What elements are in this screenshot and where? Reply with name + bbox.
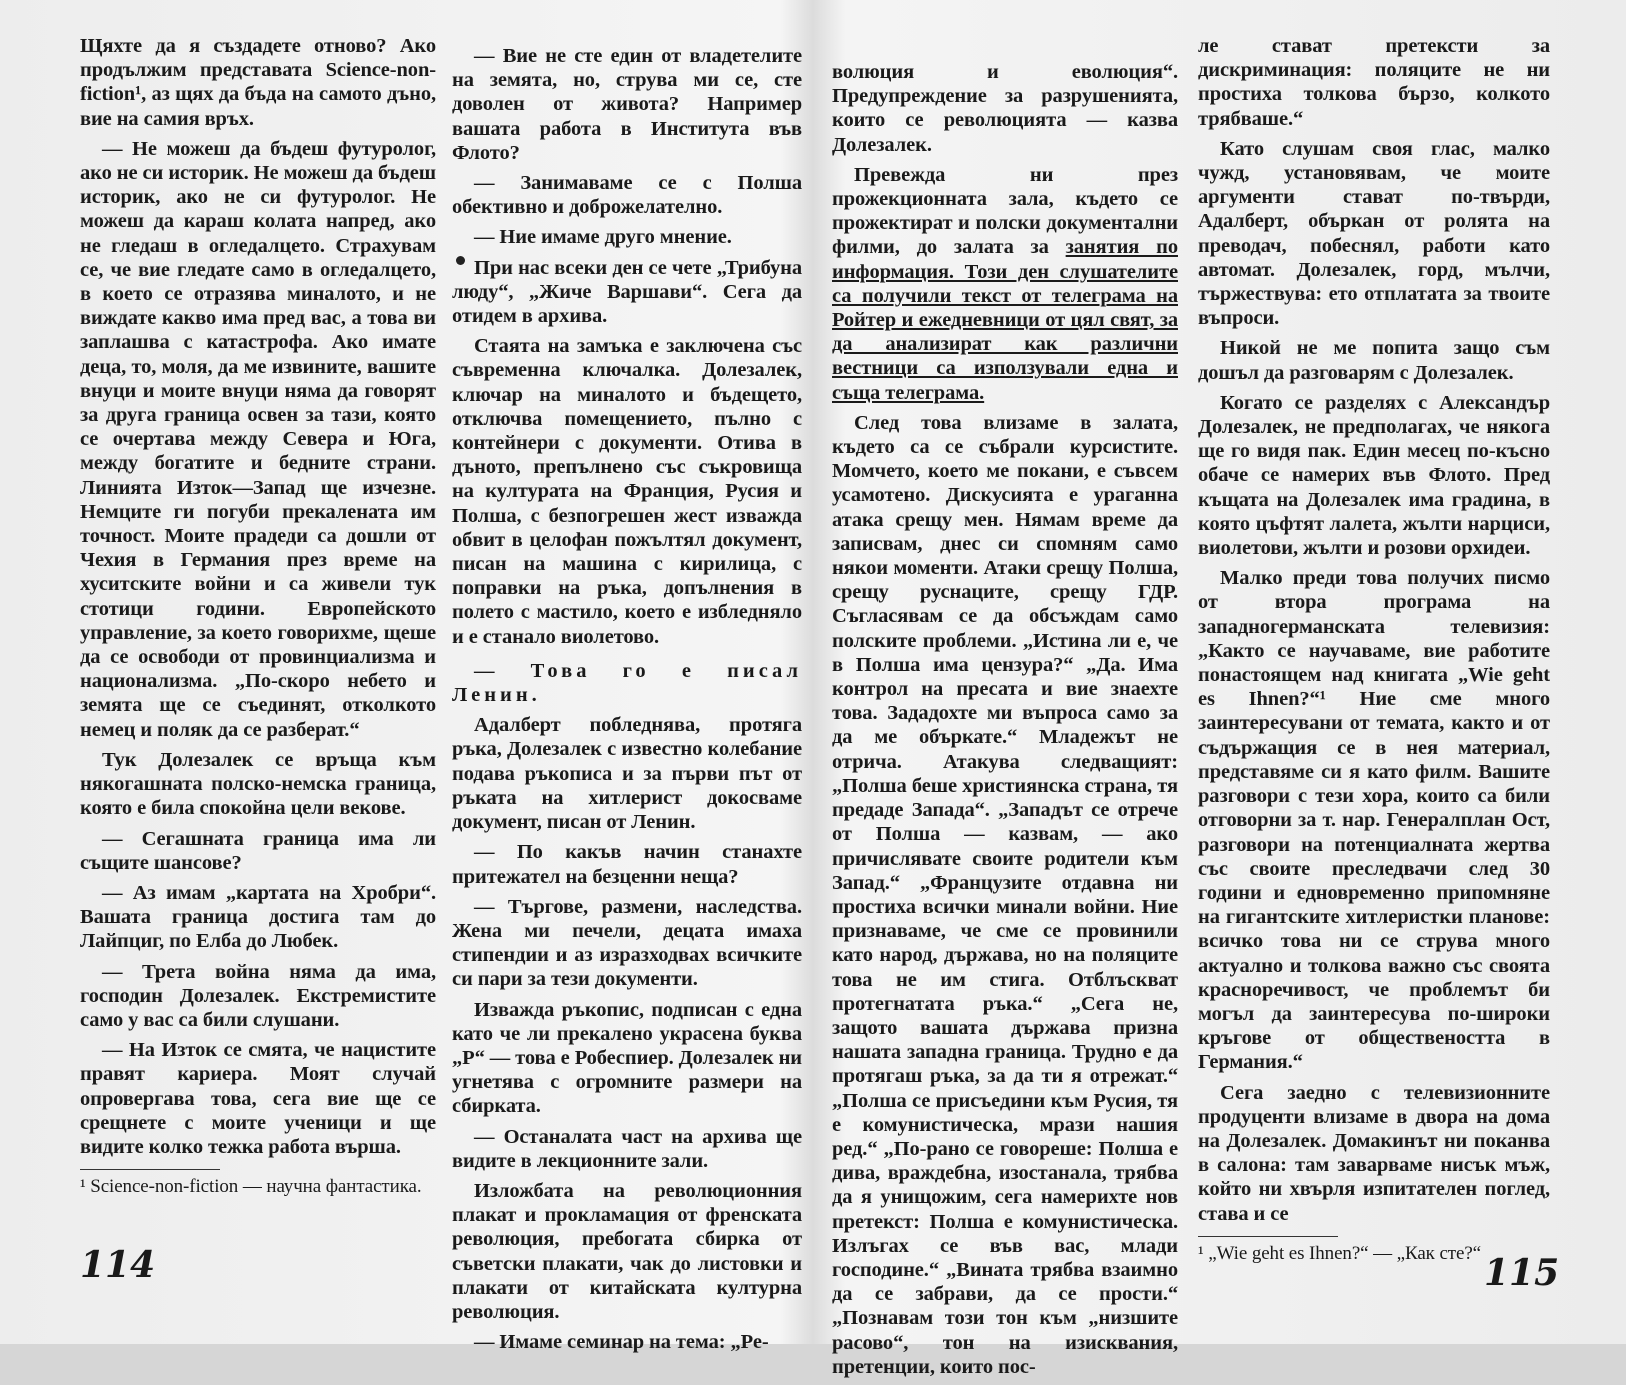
paragraph: Като слушам своя глас, малко чужд, установявам, че моите аргументи стават по-твърди, Адалберт, объркан от ролята на преводач, побеснял, работи като автомат. Долезалек, горд, мълчи, тържествува: ето отплатата за твоите въпроси. bbox=[1198, 137, 1550, 330]
paragraph: — Това го е писал Ленин. bbox=[452, 659, 802, 707]
right-column-4 bbox=[1198, 34, 1550, 1271]
paragraph: Адалберт побледнява, протяга ръка, Долезалек с известно колебание подава ръкописа и за първи път от ръката на хитлерист докосваме документ, писан от Ленин. bbox=[452, 714, 802, 834]
left-column-1 bbox=[80, 34, 436, 1204]
paragraph: Когато се разделях с Александър Долезалек, не предполагах, че някога ще го видя пак. Един месец по-късно обаче се намерих във Флото. Пред къщата на Долезалек има градина, в която цъфтят лалета, жълти нарциси, виолетови, жълти и розови орхидеи. bbox=[1198, 391, 1550, 560]
paragraph: Стаята на замъка е заключена със съвременна ключалка. Долезалек, ключар на миналото и бъдещето, отключва помещението, пълно с контейнери с документи. Отива в дъното, препълнено със съкровища на културата на Франция, Русия и Полша, с безпогрешен жест изважда обвит в целофан пожълтял документ, писан на машина с кирилица, с поправки на ръка, допълнения в полето с мастило, което е избледняло и е станало виолетово. bbox=[452, 335, 802, 648]
ink-dot-mark bbox=[456, 256, 465, 265]
footnote-divider bbox=[80, 1169, 220, 1170]
paragraph: — Останалата част на архива ще видите в лекционните зали. bbox=[452, 1125, 802, 1172]
page-number-right: 115 bbox=[1484, 1252, 1560, 1294]
paragraph: При нас всеки ден се чете „Трибуна люду“, „Жиче Варшави“. Сега да отидем в архива. bbox=[452, 256, 802, 328]
paragraph: — Сегашната граница има ли същите шансове? bbox=[80, 827, 436, 874]
paragraph: волюция и еволюция“. Предупреждение за разрушенията, които се революцията — казва Долезалек. bbox=[832, 61, 1178, 156]
paragraph: — Ние имаме друго мнение. bbox=[474, 226, 732, 249]
paragraph: — Търгове, размени, наследства. Жена ми печели, децата имаха стипендии и аз изразходвах всичките си пари за тези документи. bbox=[452, 895, 802, 991]
footnote-divider bbox=[1198, 1236, 1338, 1237]
footnote: ¹ Science-non-fiction — научна фантастика. bbox=[80, 1176, 422, 1198]
paragraph: Сега заедно с телевизионните продуценти влизаме в двора на дома на Долезалек. Домакинът ни поканва в салона: там заварваме нисък мъж, който ни хвърля изпитателен поглед, става и се bbox=[1198, 1081, 1550, 1225]
underlined-passage: занятия по информация. Този ден слушателите са получили текст от телеграма на Ройтер и ежедневници от цял свят, за да анализират как различни вестници са използували една и съща телеграма. bbox=[832, 236, 1178, 404]
paragraph: Щяхте да я създадете отново? Ако продължим представата Science-non-fiction¹, аз щях да бъда на самото дъно, вие на самия връх. bbox=[80, 35, 436, 130]
paragraph bbox=[832, 163, 1178, 405]
paragraph: — По какъв начин станахте притежател на безценни неща? bbox=[452, 841, 802, 888]
left-page bbox=[0, 0, 812, 1354]
paragraph: Малко преди това получих писмо от втора програма на западногерманската телевизия: „Както се научаваме, вие работите понастоящем над книгата „Wie geht es Ihnen?“¹ Ние сме много заинтересувани от темата, както и от съдържащия се в нея материал, представяме си я като филм. Вашите разговори с тези хора, които са били отговорни за т. нар. Генералплан Ост, разговори на потенциалната жертва със своите преследвачи след 30 години и едновременно припомняне на гигантските хитлеристки планове: всичко това ни се струва много актуално и толкова важно със своята красноречивост, че проблемът би могъл да заинтересува по-широки кръгове от обществеността в Германия.“ bbox=[1198, 567, 1550, 1074]
paragraph: След това влизаме в залата, където са се събрали курсистите. Момчето, което ме покани, е съвсем усамотено. Дискусията е ураганна атака срещу мен. Нямам време да записвам, днес си спомням само някои моменти. Атаки срещу Полша, срещу руснаците, срещу ГДР. Съгласявам се да обсъждам само полските проблеми. „Истина ли е, че в Полша има цензура?“ „Да. Има контрол на пресата и вие знаехте това. Зададохте ми въпроса само за да ме объркате.“ Младежът не отрича. Атакува следващият: „Полша беше християнска страна, тя предаде Запада“. „Западът се отрече от Полша — казвам, — ако причислявате своите родители към Запад.“ „Французите отдавна ни простиха всички минали войни. Ние признаваме, че сме се провинили като народ, държава, но на поляците това не им стига. Отблъскват протегнатата ръка.“ „Сега не, защото вашата държава призна нашата западна граница. Трудно е да протягаш ръка, за да ти я отрежат.“ „Полша се присъедини към Русия, тя е комунистическа, мрази нашия ред.“ „По-рано се говореше: Полша е дива, враждебна, изостанала, трябва да я унищожим, сега намерихте нов претекст: Полша е комунистическа. Излъгах се във вас, млади господине.“ „Вината трябва взаимно да се забрави, да се прости.“ „Познавам този тон към „низшите расово“, тон на изисквания, претенции, които пос- bbox=[832, 411, 1178, 1378]
paragraph: — На Изток се смята, че нацистите правят кариера. Моят случай опровергава това, сега вие ще се срещнете с моите ученици и ще видите колко тежка работа върша. bbox=[80, 1039, 436, 1158]
paragraph: — Занимаваме се с Полша обективно и доброжелателно. bbox=[452, 172, 802, 219]
paragraph: Изложбата на революционния плакат и прокламация от френската революция, пребогата сбирка от съветски плакати, чак до листовки и плакати от китайската културна революция. bbox=[452, 1179, 802, 1323]
footnote: ¹ „Wie geht es Ihnen?“ — „Как сте?“ bbox=[1198, 1242, 1481, 1264]
paragraph: — Имаме семинар на тема: „Ре- bbox=[474, 1331, 769, 1354]
paragraph-text: Превежда ни през прожекционната зала, където се прожектират и полски документални филми, до залата за bbox=[832, 163, 1178, 259]
right-column-3 bbox=[832, 60, 1178, 1385]
paragraph: — Не можеш да бъдеш футуролог, ако не си историк. Не можеш да бъдеш историк, ако не си футуролог. Не можеш да караш колата напред, ако не гледаш в огледалцето. Страхувам се, че вие гледате само в огледалцето, в което се отразява миналото, и не виждате какво има пред вас, а това ви заплашва с катастрофа. Ако имате деца, то, моля, да ме извините, вашите внуци и моите внуци няма да говорят за друга граница освен за тази, която се очертава между Севера и Юга, между богатите и бедните страни. Линията Изток—Запад ще изчезне. Немците ги погуби прекалената им точност. Моите прадеди са дошли от Чехия в Германия през време на хуситските войни и са живели тук стотици години. Европейското управление, за което говорихме, щеше да се освободи от провинциализма и национализма. „По-скоро небето и земята ще се съединят, отколкото немец и поляк да се разберат.“ bbox=[80, 137, 436, 741]
paragraph: Тук Долезалек се връща към някогашната полско-немска граница, която е била спокойна цели векове. bbox=[80, 748, 436, 820]
left-column-2 bbox=[452, 44, 802, 1360]
paragraph: Изважда ръкопис, подписан с една като че ли прекалено украсена буква „Р“ — това е Робеспиер. Долезалек ни угнетява с огромните размери на сбирката. bbox=[452, 998, 802, 1118]
paragraph: Никой не ме попита защо съм дошъл да разговарям с Долезалек. bbox=[1198, 337, 1550, 384]
paragraph: — Трета война няма да има, господин Долезалек. Екстремистите само у вас са били слушани. bbox=[80, 960, 436, 1031]
paragraph: — Вие не сте един от владетелите на земята, но, струва ми се, сте доволен от живота? Например вашата работа в Института във Флото? bbox=[452, 45, 802, 164]
paragraph: — Аз имам „картата на Хробри“. Вашата граница достига там до Лайпциг, по Елба до Любек. bbox=[80, 881, 436, 953]
paragraph: ле стават претексти за дискриминация: поляците не ни простиха толкова бързо, колкото трябваше.“ bbox=[1198, 35, 1550, 130]
right-page bbox=[814, 0, 1626, 1378]
page-number-left: 114 bbox=[80, 1244, 156, 1286]
